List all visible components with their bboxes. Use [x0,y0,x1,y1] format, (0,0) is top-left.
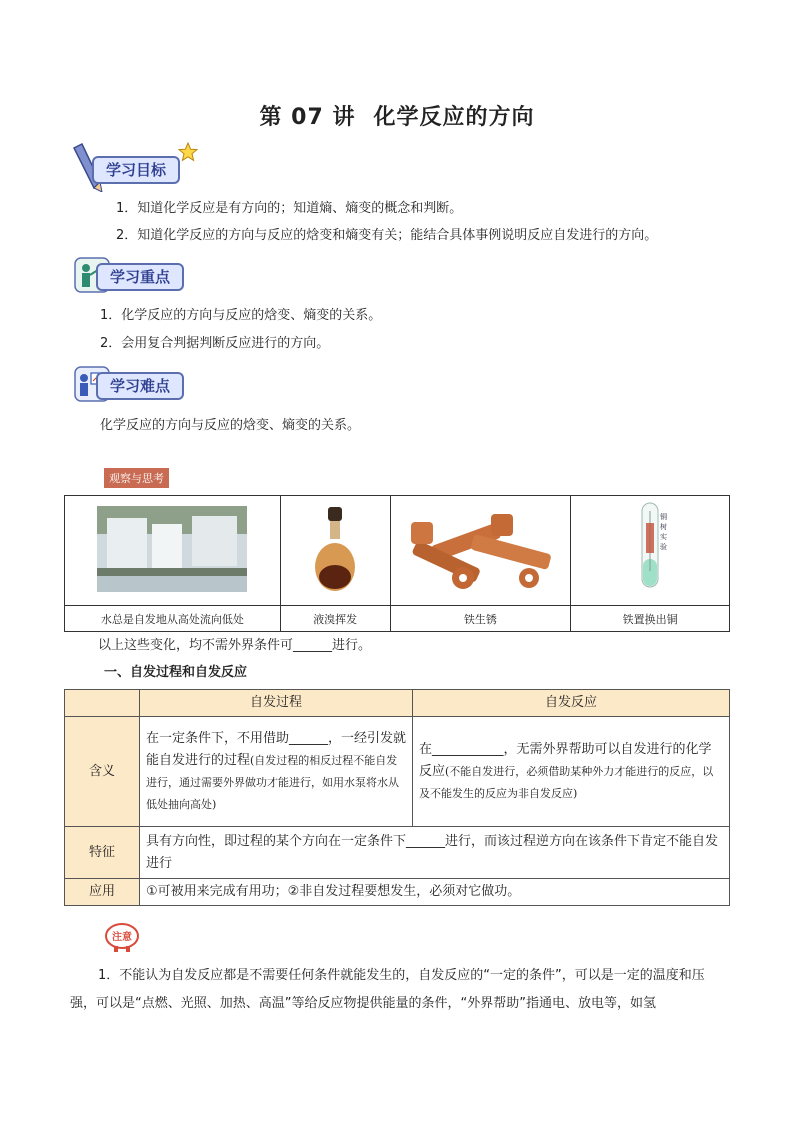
note-icon-label: 注意 [112,932,132,943]
bromine-flask-image [312,505,358,593]
copper-cell [571,496,730,606]
caption-bromine: 液溴挥发 [280,606,390,632]
page-title [0,100,794,131]
star-icon [178,142,198,162]
spontaneous-table [64,689,730,906]
tube-label-1: 铜 [660,512,668,521]
caption-waterfall: 水总是自发地从高处流向低处 [65,606,281,632]
caption-copper: 铁置换出铜 [571,606,730,632]
meaning-process-main: 在一定条件下，不用借助______，一经引发就能自发进行的过程 [146,730,407,768]
observe-summary: 以上这些变化，均不需外界条件可______进行。 [98,638,372,653]
focus-banner [74,257,204,293]
header-reaction: 自发反应 [413,690,730,717]
meaning-process-note: (自发过程的相反过程不能自发进行，通过需要外界做功才能进行，如用水泵将水从低处抽向高处) [146,753,399,811]
observe-label: 观察与思考 [104,468,169,488]
focus-label: 学习重点 [96,263,184,291]
waterfall-image [97,506,247,592]
goals-banner [70,142,210,192]
tube-label-3: 实 [660,532,668,541]
table-corner [65,690,140,717]
meaning-reaction-note: (不能自发进行，必须借助某种外力才能进行的反应，以及不能发生的反应为非自发反应) [419,764,714,800]
row-label-meaning: 含义 [65,717,140,827]
application-text: ①可被用来完成有用功；②非自发过程要想发生，必须对它做功。 [140,879,730,906]
meaning-reaction [413,717,730,827]
caption-rust: 铁生锈 [390,606,571,632]
feature-text: 具有方向性，即过程的某个方向在一定条件下______进行，而该过程逆方向在该条件下肯定不能自发进行 [140,827,730,879]
bromine-cell [280,496,390,606]
header-process: 自发过程 [140,690,413,717]
note-paragraph: 1．不能认为自发反应都是不需要任何条件就能发生的，自发反应的“一定的条件”，可以是一定的温度和压强，可以是“点燃、光照、加热、高温”等给反应物提供能量的条件，“外界帮助”指通电、放电等，如氢 [70,968,705,1011]
goal-item-2: 2．知道化学反应的方向与反应的焓变和熵变有关；能结合具体事例说明反应自发进行的方向。 [116,228,658,243]
rusty-bolts-image [401,504,559,594]
row-label-application: 应用 [65,879,140,906]
note-icon [104,918,140,952]
meaning-reaction-main: 在___________，无需外界帮助可以自发进行的化学反应 [419,741,712,779]
observation-table [64,495,730,632]
tube-label-4: 验 [660,542,668,551]
difficulty-banner [74,366,214,402]
focus-item-2: 2．会用复合判据判断反应进行的方向。 [100,336,330,351]
goals-label: 学习目标 [92,156,180,184]
tube-label-2: 树 [660,522,668,531]
row-label-feature: 特征 [65,827,140,879]
meaning-process [140,717,413,827]
section-one-heading: 一、自发过程和自发反应 [104,665,248,680]
waterfall-cell [65,496,281,606]
difficulty-label: 学习难点 [96,372,184,400]
rust-cell [390,496,571,606]
test-tube-image [630,501,670,597]
goal-item-1: 1．知道化学反应是有方向的；知道熵、熵变的概念和判断。 [116,201,463,216]
lecture-number: 第 07 讲 [259,105,356,130]
focus-item-1: 1．化学反应的方向与反应的焓变、熵变的关系。 [100,308,382,323]
lecture-name: 化学反应的方向 [373,105,535,130]
difficulty-item-1: 化学反应的方向与反应的焓变、熵变的关系。 [100,418,361,433]
